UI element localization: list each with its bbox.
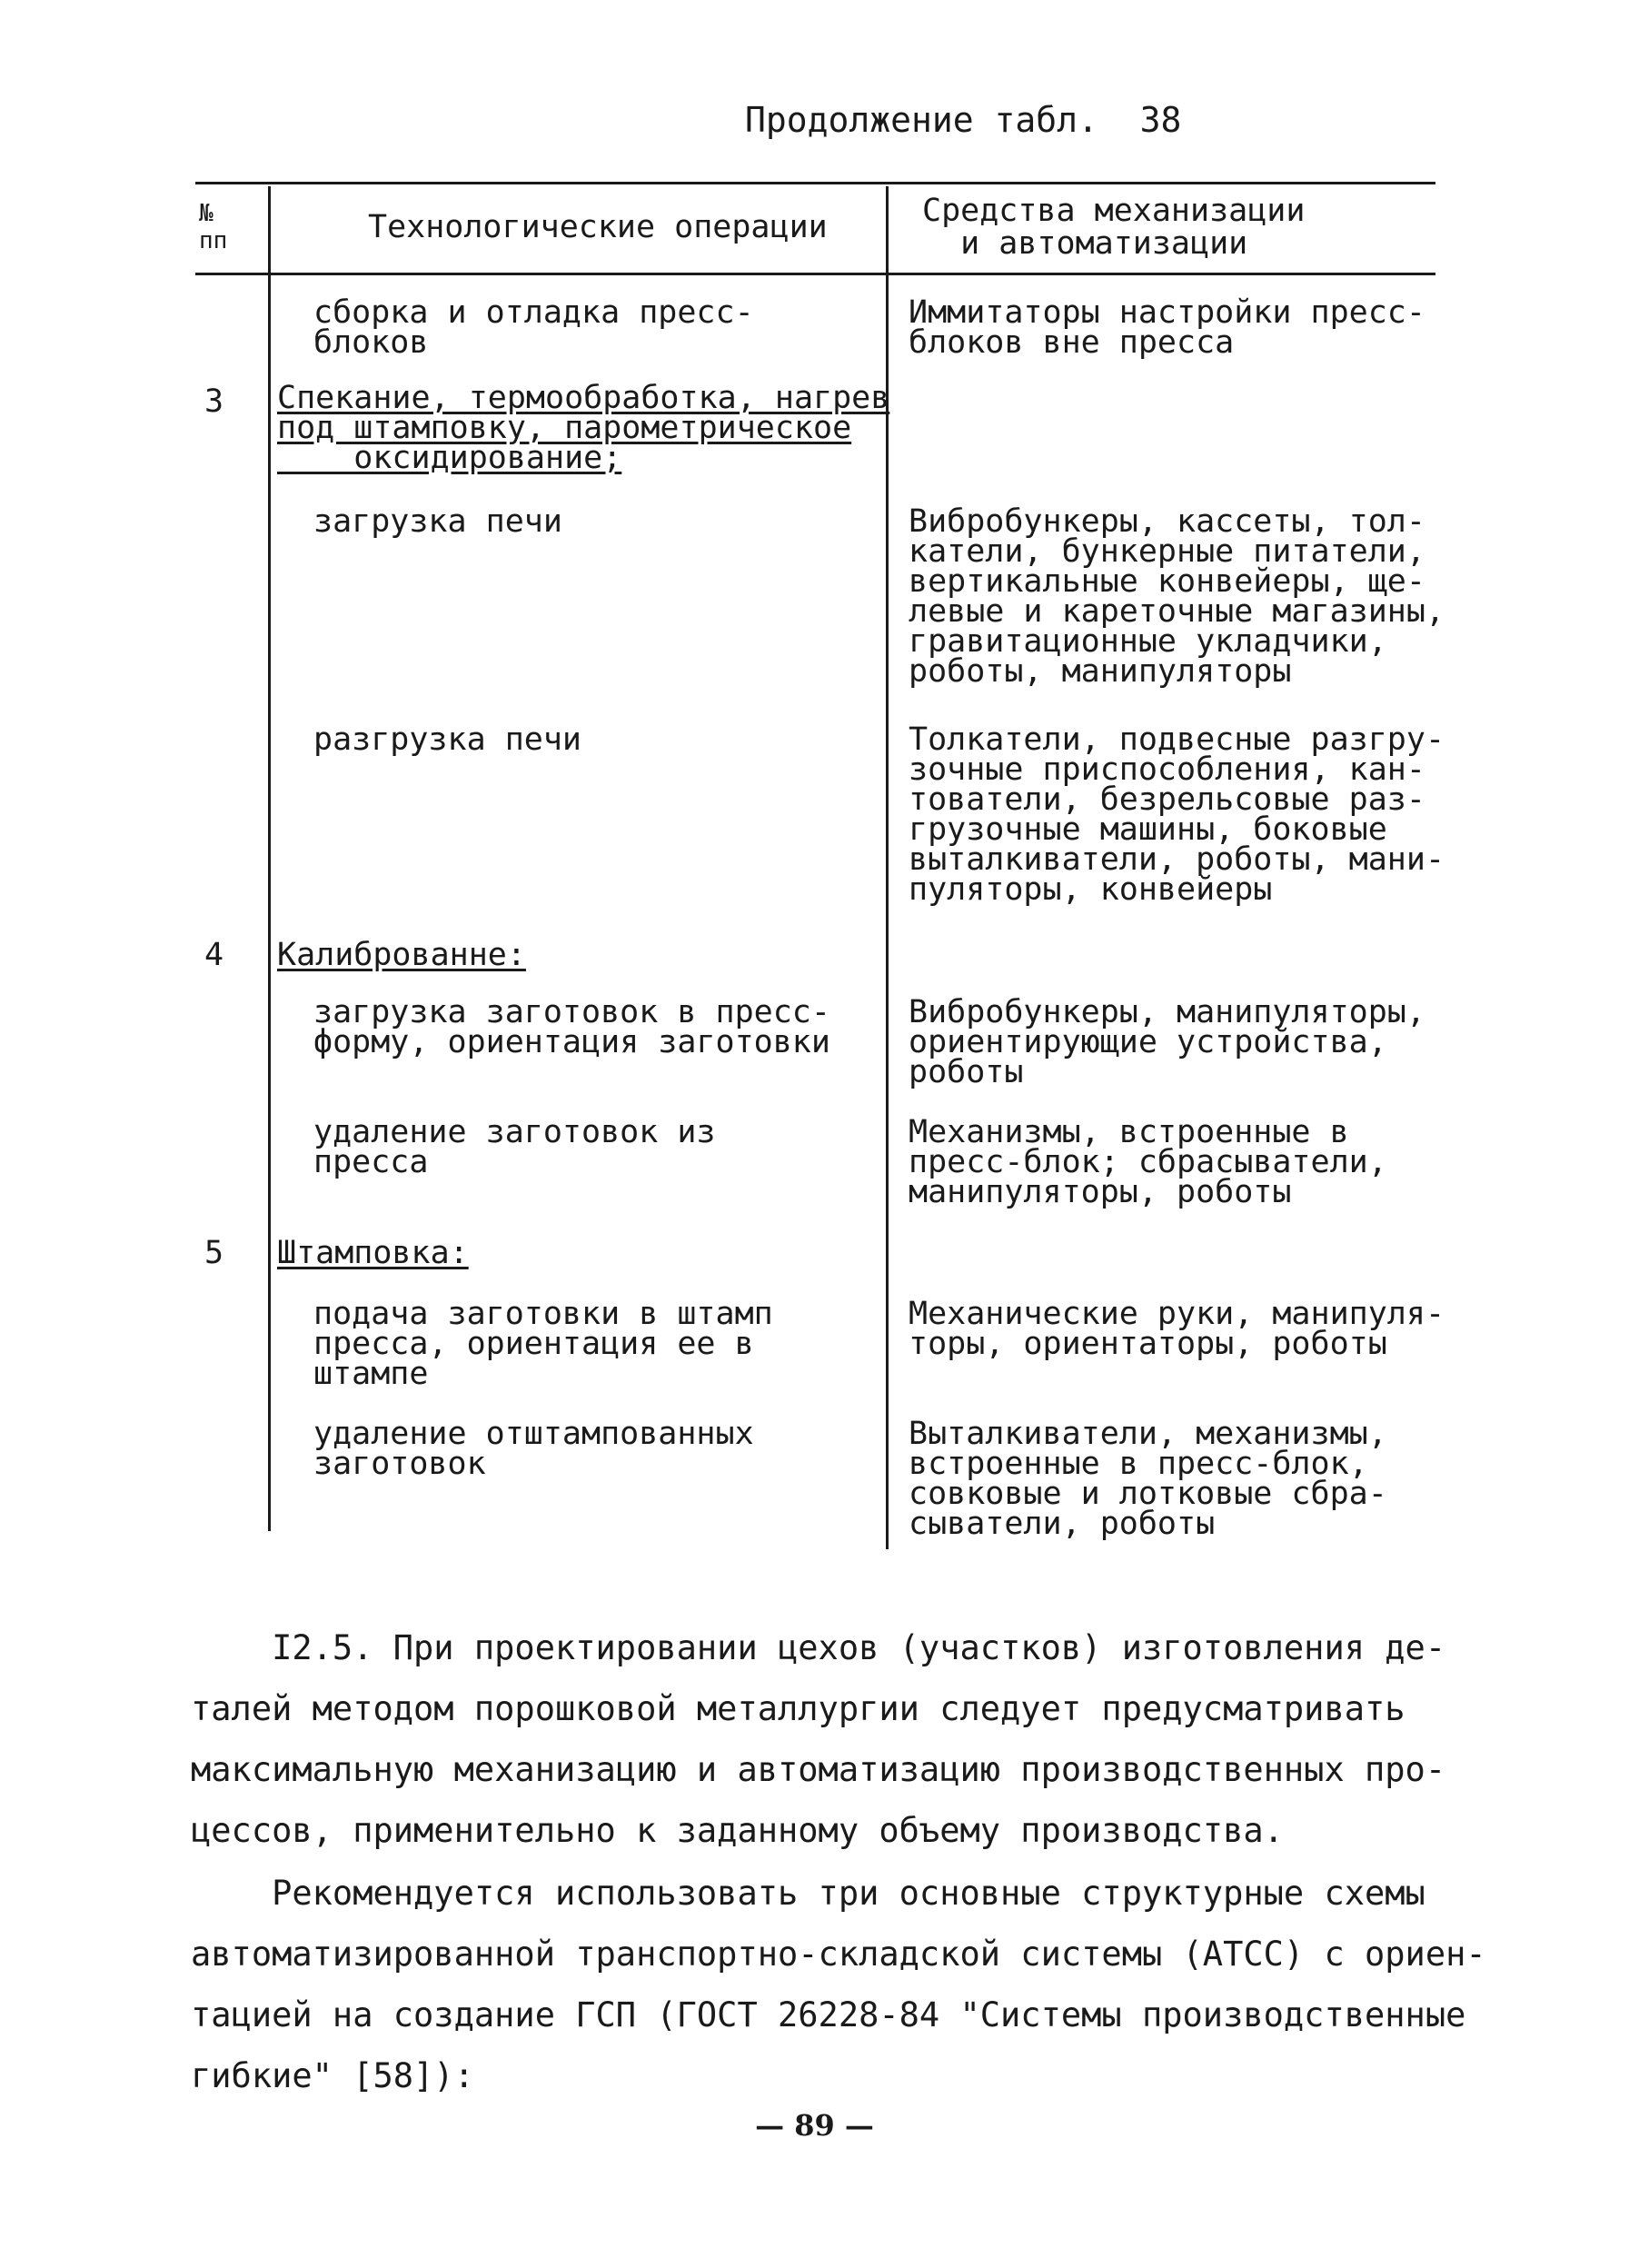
- table-row-means: Механизмы, встроенные в пресс-блок; сбрасыватели, манипуляторы, роботы: [909, 1114, 1387, 1210]
- col-means-header: Средства механизации и автоматизации: [922, 193, 1306, 262]
- table-row-means: Иммитаторы настройки пресс- блоков вне пресса: [909, 294, 1425, 361]
- table-row-op: загрузка печи: [313, 503, 562, 540]
- table-row-op-heading: Штамповка:: [277, 1235, 469, 1271]
- continuation-header: Продолжение табл. 38: [745, 100, 1182, 140]
- table-row-op: сборка и отладка пресс- блоков: [313, 294, 754, 361]
- table-row-op: подача заготовки в штамп пресса, ориентация ее в штампе: [313, 1296, 773, 1392]
- table-row-number: 3: [204, 383, 224, 420]
- table-row-means: Выталкиватели, механизмы, встроенные в пресс-блок, совковые и лотковые сбра- сыватели, роботы: [909, 1416, 1387, 1542]
- table-row-means: Толкатели, подвесные разгру- зочные приспособления, кан- тователи, безрельсовые раз- грузочные машины, боковые выталкиватели, роботы, мани- пуляторы, конвейеры: [909, 721, 1445, 908]
- col-ops-header: Технологические операции: [368, 209, 828, 245]
- table-row-number: 4: [204, 937, 224, 973]
- col-no-header: № пп: [199, 200, 228, 254]
- table-row-op: удаление отштампованных заготовок: [313, 1416, 754, 1482]
- table-row-number: 5: [204, 1235, 224, 1271]
- table-header-rule: [195, 273, 1435, 275]
- table-row-op-heading: Калиброванне:: [277, 937, 526, 973]
- table-row-means: Вибробункеры, кассеты, тол- катели, бункерные питатели, вертикальные конвейеры, ще- левые и кареточные магазины, гравитационные укладчики, роботы, манипуляторы: [909, 503, 1445, 690]
- table-row-op: удаление заготовок из пресса: [313, 1114, 716, 1180]
- table-row-op: загрузка заготовок в пресс- форму, ориентация заготовки: [313, 994, 830, 1060]
- table-row-op: разгрузка печи: [313, 721, 582, 758]
- table-row-means: Вибробункеры, манипуляторы, ориентирующие устройства, роботы: [909, 994, 1425, 1090]
- page-number: — 89 —: [755, 2108, 874, 2143]
- table-row-means: Механические руки, манипуля- торы, ориентаторы, роботы: [909, 1296, 1445, 1362]
- operations-table: [195, 182, 1445, 1549]
- table-col-divider-1: [268, 186, 271, 1531]
- paragraph-12-5: I2.5. При проектировании цехов (участков) изготовления де- талей методом порошковой металлургии следует предусматривать максимальную механизацию и автоматизацию производственных про- цессов, применительно к заданному объему производства.: [191, 1628, 1446, 1850]
- paragraph-recommendation: Рекомендуется использовать три основные структурные схемы автоматизированной транспортно-складской системы (АТСС) с ориен- тацией на создание ГСП (ГОСТ 26228-84 "Системы производственные гибкие" [58]):: [191, 1874, 1486, 2095]
- table-top-rule: [195, 182, 1435, 184]
- table-row-op-heading: Спекание, термообработка, нагрев под штамповку, парометрическое оксидирование;: [277, 380, 890, 476]
